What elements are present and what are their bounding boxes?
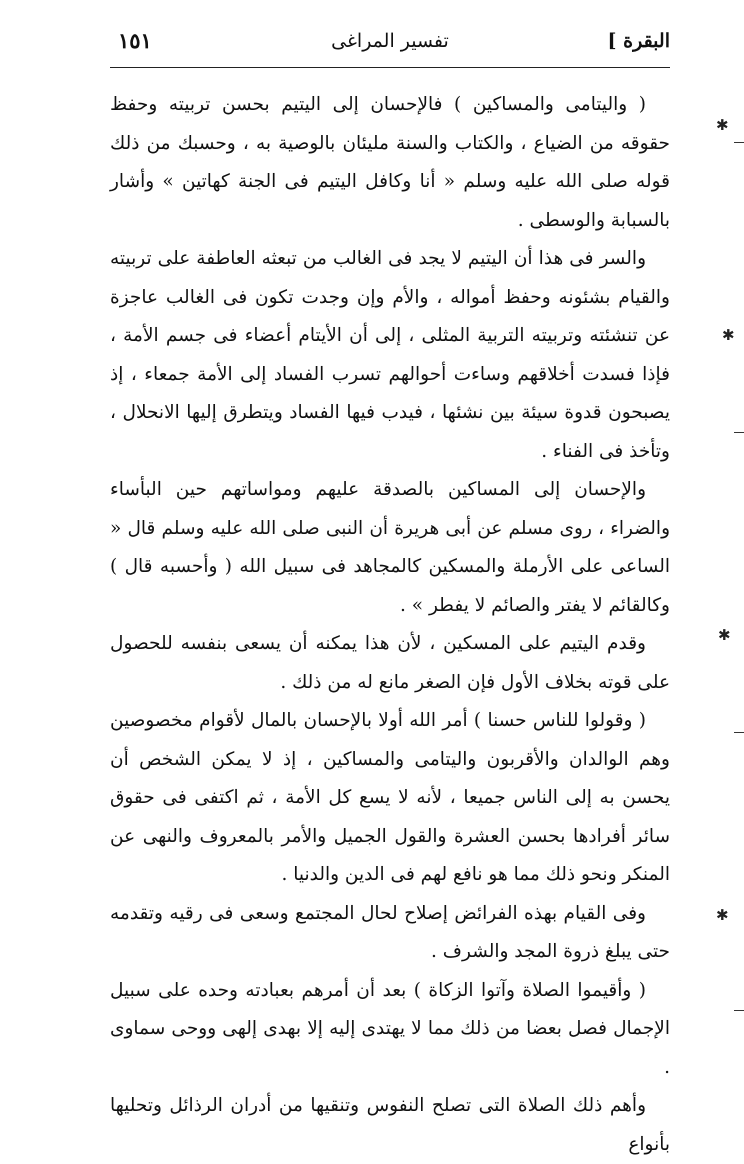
margin-tick — [734, 732, 744, 733]
paragraph: ( وقولوا للناس حسنا ) أمر الله أولا بالإحسان بالمال لأقوام مخصوصين وهم الوالدان والأقربون واليتامى والمساكين ، إذ لا يمكن الشخص أن يحسن به إلى الناس جميعا ، لأنه لا يسع كل الأمة ، ثم اكتفى فى حقوق سائر أفرادها بحسن العشرة والقول الجميل والأمر بالمعروف والنهى عن المنكر ونحو ذلك مما هو نافع لهم فى الدين والدنيا . — [110, 710, 670, 885]
paragraph: وقدم اليتيم على المسكين ، لأن هذا يمكنه أن يسعى بنفسه للحصول على قوته بخلاف الأول فإن الصغر مانع له من ذلك . — [110, 633, 670, 693]
margin-speck-icon: ✱ — [716, 906, 729, 924]
margin-tick — [734, 432, 744, 433]
paragraph: ( وأقيموا الصلاة وآتوا الزكاة ) بعد أن أمرهم بعبادته وحده على سبيل الإجمال فصل بعضا من ذلك مما لا يهتدى إليه إلا بهدى إلهى ووحى سماوى . — [110, 979, 670, 1078]
paragraph: والسر فى هذا أن اليتيم لا يجد فى الغالب من تبعثه العاطفة على تربيته والقيام بشئونه وحفظ أمواله ، والأم وإن وجدت تكون فى الغالب عاجزة عن تنشئته وتربيته التربية المثلى ، إلى أن الأيتام أعضاء فى جسم الأمة ، فإذا فسدت أخلاقهم وساءت أحوالهم تسرب الفساد إلى الأمة جمعاء ، إذ يصبحون قدوة سيئة بين نشئها ، فيدب فيها الفساد ويتطرق إليها الانحلال ، وتأخذ فى الفناء . — [110, 248, 670, 462]
margin-tick — [734, 142, 744, 143]
paragraph: وفى القيام بهذه الفرائض إصلاح لحال المجتمع وسعى فى رقيه وتقدمه حتى يبلغ ذروة المجد والشرف . — [110, 902, 670, 962]
margin-speck-icon: ✱ — [718, 626, 731, 644]
surah-name: البقرة ] — [607, 30, 670, 52]
margin-speck-icon: ✱ — [722, 326, 735, 344]
body-text — [110, 86, 670, 1164]
page-number: ١٥١ — [118, 28, 152, 53]
paragraph: وأهم ذلك الصلاة التى تصلح النفوس وتنقيها من أدران الرذائل وتحليها بأنواع — [110, 1095, 670, 1155]
page-header — [110, 28, 670, 62]
paragraph: والإحسان إلى المساكين بالصدقة عليهم ومواساتهم حين البأساء والضراء ، روى مسلم عن أبى هريرة أن النبى صلى الله عليه وسلم قال « الساعى على الأرملة والمسكين كالمجاهد فى سبيل الله ( وأحسبه قال ) وكالقائم لا يفتر والصائم لا يفطر » . — [110, 479, 670, 616]
header-rule — [110, 67, 670, 68]
paragraph: ( واليتامى والمساكين ) فالإحسان إلى اليتيم بحسن تربيته وحفظ حقوقه من الضياع ، والكتاب والسنة مليئان بالوصية به ، وحسبك من ذلك قوله صلى الله عليه وسلم « أنا وكافل اليتيم فى الجنة كهاتين » وأشار بالسبابة والوسطى . — [110, 94, 670, 231]
margin-speck-icon: ✱ — [716, 116, 729, 134]
book-title: تفسير المراغى — [331, 30, 449, 52]
margin-tick — [734, 1010, 744, 1011]
